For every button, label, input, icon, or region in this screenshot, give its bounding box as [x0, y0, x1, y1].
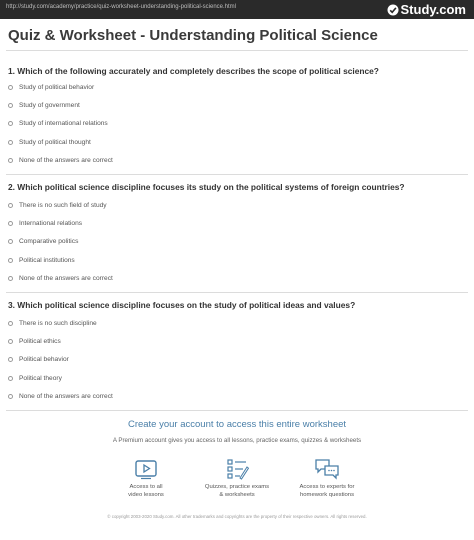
radio-button[interactable]: [8, 103, 13, 108]
feature-line: Quizzes, practice exams: [204, 484, 270, 490]
option-label: Political theory: [19, 374, 62, 382]
q1-option-2[interactable]: [8, 99, 80, 111]
q2-option-1[interactable]: [8, 199, 107, 211]
q3-option-3[interactable]: [8, 353, 69, 365]
question-1-text: 1. Which of the following accurately and completely describes the scope of political science?: [8, 66, 379, 76]
q3-option-2[interactable]: [8, 335, 61, 347]
option-label: Study of international relations: [19, 119, 108, 127]
question-2-text: 2. Which political science discipline focuses its study on the political systems of foreign countries?: [8, 182, 405, 192]
q2-option-5[interactable]: [8, 272, 113, 284]
radio-button[interactable]: [8, 321, 13, 326]
page-title: Quiz & Worksheet - Understanding Political Science: [8, 27, 378, 44]
radio-button[interactable]: [8, 203, 13, 208]
video-icon: [134, 458, 158, 480]
q1-option-3[interactable]: [8, 117, 108, 129]
option-label: None of the answers are correct: [19, 274, 113, 282]
radio-button[interactable]: [8, 239, 13, 244]
radio-button[interactable]: [8, 158, 13, 163]
radio-button[interactable]: [8, 276, 13, 281]
q3-option-4[interactable]: [8, 372, 62, 384]
q1-option-1[interactable]: [8, 81, 94, 93]
study-logo[interactable]: [387, 2, 467, 17]
study-logo-text: Study.com: [400, 2, 466, 17]
radio-button[interactable]: [8, 258, 13, 263]
premium-description: A Premium account gives you access to all lessons, practice exams, quizzes & worksheets: [112, 437, 362, 444]
radio-button[interactable]: [8, 140, 13, 145]
feature-line: homework questions: [299, 491, 355, 498]
option-label: Study of political thought: [19, 138, 91, 146]
option-label: Political institutions: [19, 256, 75, 264]
option-label: Study of political behavior: [19, 83, 95, 91]
q2-option-3[interactable]: [8, 235, 78, 247]
feature-text: [287, 484, 367, 499]
q3-option-1[interactable]: [8, 317, 97, 329]
q3-option-5[interactable]: [8, 390, 113, 402]
question-divider: [6, 174, 468, 175]
q1-option-5[interactable]: [8, 154, 113, 166]
question-3-text: 3. Which political science discipline focuses on the study of political ideas and values?: [8, 300, 356, 310]
q2-option-4[interactable]: [8, 254, 75, 266]
feature-text: [197, 484, 277, 499]
option-label: There is no such field of study: [19, 201, 107, 209]
option-label: Political behavior: [19, 355, 69, 363]
chat-icon: [314, 458, 340, 480]
radio-button[interactable]: [8, 376, 13, 381]
option-label: International relations: [19, 219, 83, 227]
study-logo-icon: [387, 4, 399, 16]
radio-button[interactable]: [8, 221, 13, 226]
cta-divider: [6, 410, 468, 411]
option-label: None of the answers are correct: [19, 156, 113, 164]
feature-line: & worksheets: [219, 491, 255, 498]
radio-button[interactable]: [8, 121, 13, 126]
top-bar: [0, 0, 474, 19]
radio-button[interactable]: [8, 357, 13, 362]
feature-line: Access to all: [129, 484, 163, 490]
feature-quizzes: [197, 458, 277, 499]
feature-line: Access to experts for: [299, 484, 355, 490]
feature-line: video lessons: [128, 491, 164, 498]
page-url[interactable]: http://study.com/academy/practice/quiz-worksheet-understanding-political-science.html: [6, 4, 236, 10]
q2-option-2[interactable]: [8, 217, 82, 229]
feature-video-lessons: [106, 458, 186, 499]
radio-button[interactable]: [8, 394, 13, 399]
quiz-icon: [225, 458, 249, 480]
option-label: None of the answers are correct: [19, 392, 113, 400]
option-label: Comparative politics: [19, 237, 79, 245]
radio-button[interactable]: [8, 339, 13, 344]
create-account-link[interactable]: Create your account to access this entire worksheet: [127, 419, 347, 430]
radio-button[interactable]: [8, 85, 13, 90]
copyright-footer: © copyright 2003-2020 Study.com. All other trademarks and copyrights are the property of their respective owners. All rights reserved.: [107, 514, 367, 519]
question-divider: [6, 292, 468, 293]
q1-option-4[interactable]: [8, 136, 91, 148]
option-label: Study of government: [19, 101, 80, 109]
title-divider: [6, 50, 468, 51]
feature-text: [106, 484, 186, 499]
feature-experts: [287, 458, 367, 499]
option-label: There is no such discipline: [19, 319, 97, 327]
option-label: Political ethics: [19, 337, 61, 345]
